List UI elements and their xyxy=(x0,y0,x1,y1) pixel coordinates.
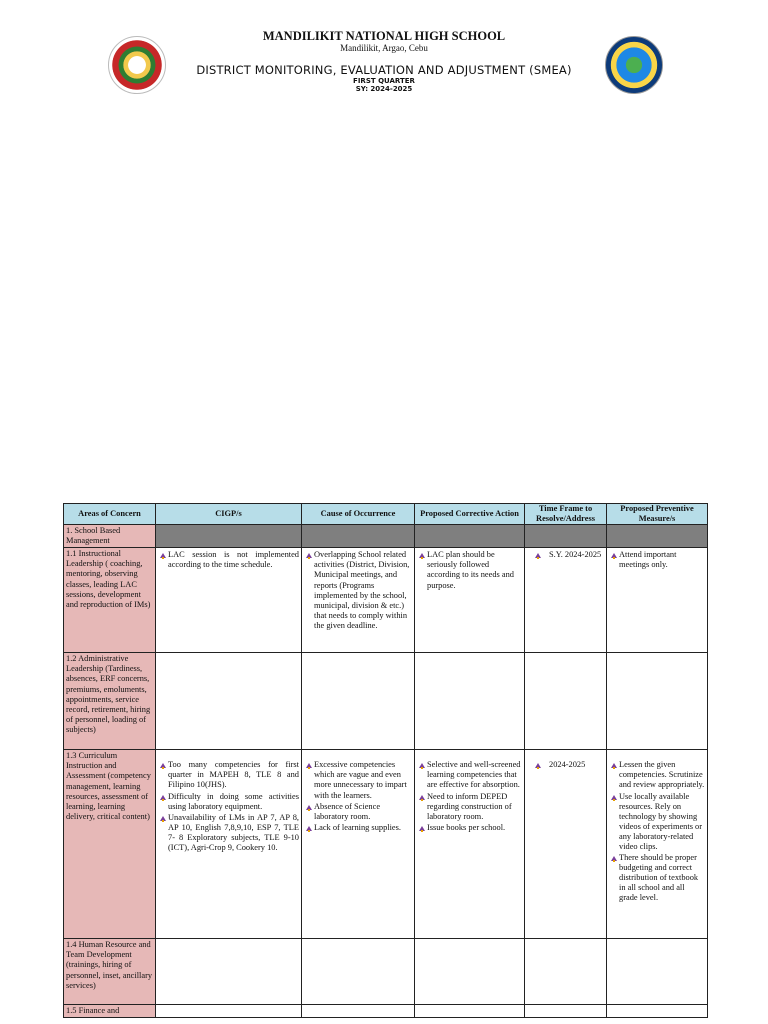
bullet-item: Excessive competencies which are vague and even more unnecessary to impart with the learners. xyxy=(304,760,412,800)
school-year-label: SY: 2024-2025 xyxy=(355,85,413,93)
cause-cell xyxy=(302,653,415,750)
table-row xyxy=(64,548,708,653)
bullet-item: Selective and well-screened learning competencies that are effective for absorption. xyxy=(417,760,522,790)
school-name: MANDILIKIT NATIONAL HIGH SCHOOL xyxy=(262,29,506,43)
timeframe-cell xyxy=(525,750,607,939)
section-label: 1. School Based Management xyxy=(64,525,156,548)
preventive-cell xyxy=(607,939,708,1005)
timeframe-cell xyxy=(525,1005,607,1018)
table-row xyxy=(64,653,708,750)
school-address: Mandilikit, Argao, Cebu xyxy=(340,43,428,53)
table-header-row xyxy=(64,504,708,525)
column-header: Proposed Preventive Measure/s xyxy=(607,504,708,525)
timeframe-cell xyxy=(525,653,607,750)
bullet-item: Overlapping School related activities (District, Division, Municipal meetings, and reports (Programs implemented by the school, municipal, division & etc.) that needs to comply within the given deadline. xyxy=(304,550,412,631)
bullet-item: There should be proper budgeting and correct distribution of textbook in all school and all grade level. xyxy=(609,853,705,903)
bullet-item: Lessen the given competencies. Scrutinize and review appropriately. xyxy=(609,760,705,790)
document-title: DISTRICT MONITORING, EVALUATION AND ADJUSTMENT (SMEA) xyxy=(196,63,572,77)
bullet-item: Unavailability of LMs in AP 7, AP 8, AP 10, English 7,8,9,10, ESP 7, TLE 7- 8 Exploratory subjects, TLE 9-10 (ICT), Agri-Crop 9, Cookery 10. xyxy=(158,813,299,853)
area-of-concern-cell: 1.3 Curriculum Instruction and Assessment (competency management, learning resources, assessment of learning, learning delivery, critical content) xyxy=(64,750,156,939)
table-row xyxy=(64,1005,708,1018)
cigp-cell xyxy=(156,653,302,750)
action-cell xyxy=(415,939,525,1005)
column-header: Proposed Corrective Action xyxy=(415,504,525,525)
bullet-item: Too many competencies for first quarter in MAPEH 8, TLE 8 and Filipino 10(JHS). xyxy=(158,760,299,790)
smea-table xyxy=(63,503,708,1018)
cause-cell xyxy=(302,1005,415,1018)
cigp-cell xyxy=(156,939,302,1005)
bullet-item: Difficulty in doing some activities using laboratory equipment. xyxy=(158,792,299,812)
area-of-concern-cell: 1.2 Administrative Leadership (Tardiness, absences, ERF concerns, premiums, emoluments, appointments, service record, retirement, hiring of personnel, loading of subjects) xyxy=(64,653,156,750)
table-row xyxy=(64,939,708,1005)
column-header: CIGP/s xyxy=(156,504,302,525)
quarter-label: FIRST QUARTER xyxy=(353,77,415,85)
bullet-item: Use locally available resources. Rely on technology by showing videos of experiments or any laboratory-related video clips. xyxy=(609,792,705,852)
column-header: Cause of Occurrence xyxy=(302,504,415,525)
bullet-item: Lack of learning supplies. xyxy=(304,823,412,833)
cigp-cell xyxy=(156,750,302,939)
area-of-concern-cell: 1.1 Instructional Leadership ( coaching, mentoring, observing classes, leading LAC sessions, development and reproduction of IMs) xyxy=(64,548,156,653)
preventive-cell xyxy=(607,750,708,939)
cause-cell xyxy=(302,750,415,939)
cigp-cell xyxy=(156,1005,302,1018)
preventive-cell xyxy=(607,548,708,653)
area-of-concern-cell: 1.4 Human Resource and Team Development (trainings, hiring of personnel, inset, ancillary services) xyxy=(64,939,156,1005)
bullet-item: Absence of Science laboratory room. xyxy=(304,802,412,822)
section-row xyxy=(64,525,708,548)
cause-cell xyxy=(302,548,415,653)
column-header: Time Frame to Resolve/Address xyxy=(525,504,607,525)
action-cell xyxy=(415,548,525,653)
table-row xyxy=(64,750,708,939)
bullet-item: 2024-2025 xyxy=(527,760,604,770)
timeframe-cell xyxy=(525,939,607,1005)
action-cell xyxy=(415,653,525,750)
action-cell xyxy=(415,1005,525,1018)
preventive-cell xyxy=(607,653,708,750)
bullet-item: LAC plan should be seriously followed according to its needs and purpose. xyxy=(417,550,522,590)
bullet-item: Attend important meetings only. xyxy=(609,550,705,570)
bullet-item: Need to inform DEPED regarding construction of laboratory room. xyxy=(417,792,522,822)
cause-cell xyxy=(302,939,415,1005)
preventive-cell xyxy=(607,1005,708,1018)
column-header: Areas of Concern xyxy=(64,504,156,525)
timeframe-cell xyxy=(525,548,607,653)
bullet-item: LAC session is not implemented according to the time schedule. xyxy=(158,550,299,570)
area-of-concern-cell: 1.5 Finance and xyxy=(64,1005,156,1018)
bullet-item: Issue books per school. xyxy=(417,823,522,833)
cigp-cell xyxy=(156,548,302,653)
bullet-item: S.Y. 2024-2025 xyxy=(527,550,604,560)
action-cell xyxy=(415,750,525,939)
